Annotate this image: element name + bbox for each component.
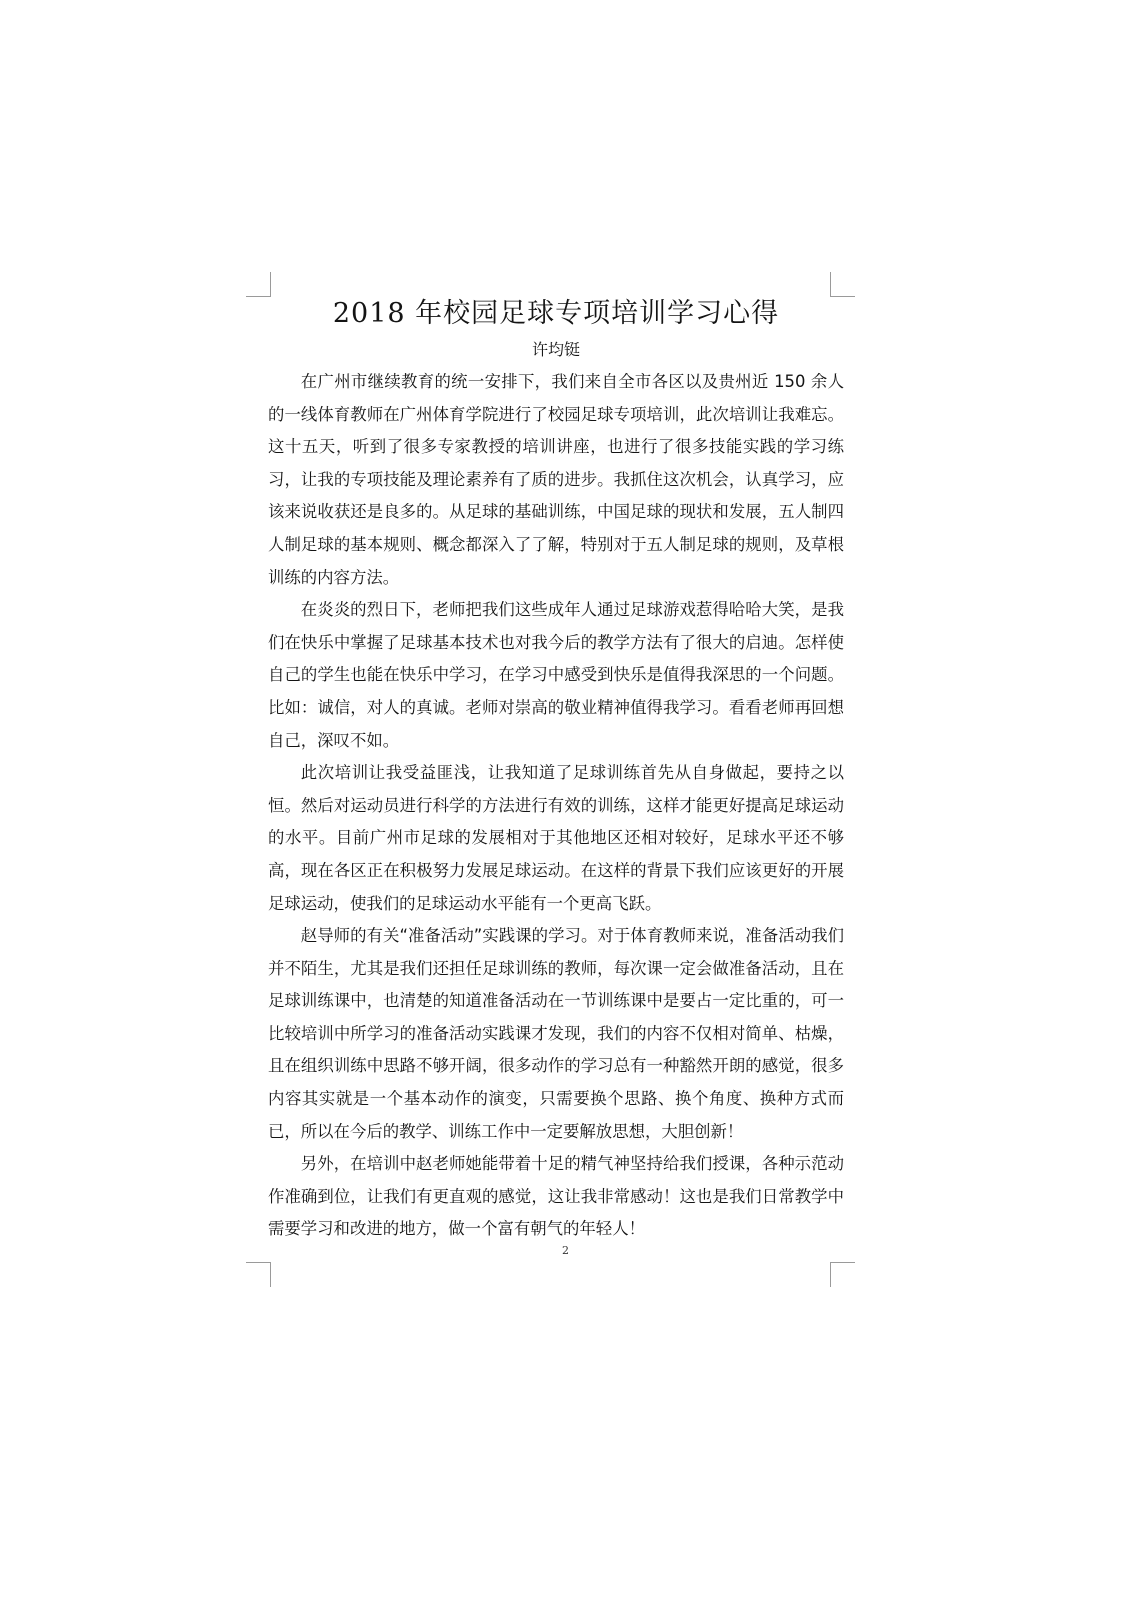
document-title: 2018 年校园足球专项培训学习心得 <box>332 298 780 329</box>
paragraph-5: 另外，在培训中赵老师她能带着十足的精气神坚持给我们授课，各种示范动作准确到位，让我们有更直观的感觉，这让我非常感动！这也是我们日常教学中需要学习和改进的地方，做一个富有朝气的年轻人！ <box>268 1154 844 1239</box>
paragraph-1: 在广州市继续教育的统一安排下，我们来自全市各区以及贵州近 150 余人的一线体育教师在广州体育学院进行了校园足球专项培训，此次培训让我难忘。这十五天，听到了很多专家教授的培训讲座，也进行了很多技能实践的学习练习，让我的专项技能及理论素养有了质的进步。我抓住这次机会，认真学习，应该来说收获还是良多的。从足球的基础训练，中国足球的现状和发展，五人制四人制足球的基本规则、概念都深入了了解，特别对于五人制足球的规则，及草根训练的内容方法。 <box>268 372 844 587</box>
paragraph-2: 在炎炎的烈日下，老师把我们这些成年人通过足球游戏惹得哈哈大笑，是我们在快乐中掌握了足球基本技术也对我今后的教学方法有了很大的启迪。怎样使自己的学生也能在快乐中学习，在学习中感受到快乐是值得我深思的一个问题。比如：诚信，对人的真诚。老师对崇高的敬业精神值得我学习。看看老师再回想自己，深叹不如。 <box>268 600 844 750</box>
crop-mark-bottom-left <box>246 1262 271 1287</box>
document-author: 许均铤 <box>531 340 580 359</box>
crop-mark-bottom-right <box>830 1262 855 1287</box>
page-number: 2 <box>562 1244 569 1257</box>
paragraph-3: 此次培训让我受益匪浅，让我知道了足球训练首先从自身做起，要持之以恒。然后对运动员进行科学的方法进行有效的训练，这样才能更好提高足球运动的水平。目前广州市足球的发展相对于其他地区还相对较好，足球水平还不够高，现在各区正在积极努力发展足球运动。在这样的背景下我们应该更好的开展足球运动，使我们的足球运动水平能有一个更高飞跃。 <box>268 763 844 913</box>
paragraph-4: 赵导师的有关“准备活动”实践课的学习。对于体育教师来说，准备活动我们并不陌生，尤其是我们还担任足球训练的教师，每次课一定会做准备活动，且在足球训练课中，也清楚的知道准备活动在一节训练课中是要占一定比重的，可一比较培训中所学习的准备活动实践课才发现，我们的内容不仅相对简单、枯燥，且在组织训练中思路不够开阔，很多动作的学习总有一种豁然开朗的感觉，很多内容其实就是一个基本动作的演变，只需要换个思路、换个角度、换种方式而已，所以在今后的教学、训练工作中一定要解放思想，大胆创新！ <box>268 926 844 1141</box>
document-page <box>268 292 844 1246</box>
